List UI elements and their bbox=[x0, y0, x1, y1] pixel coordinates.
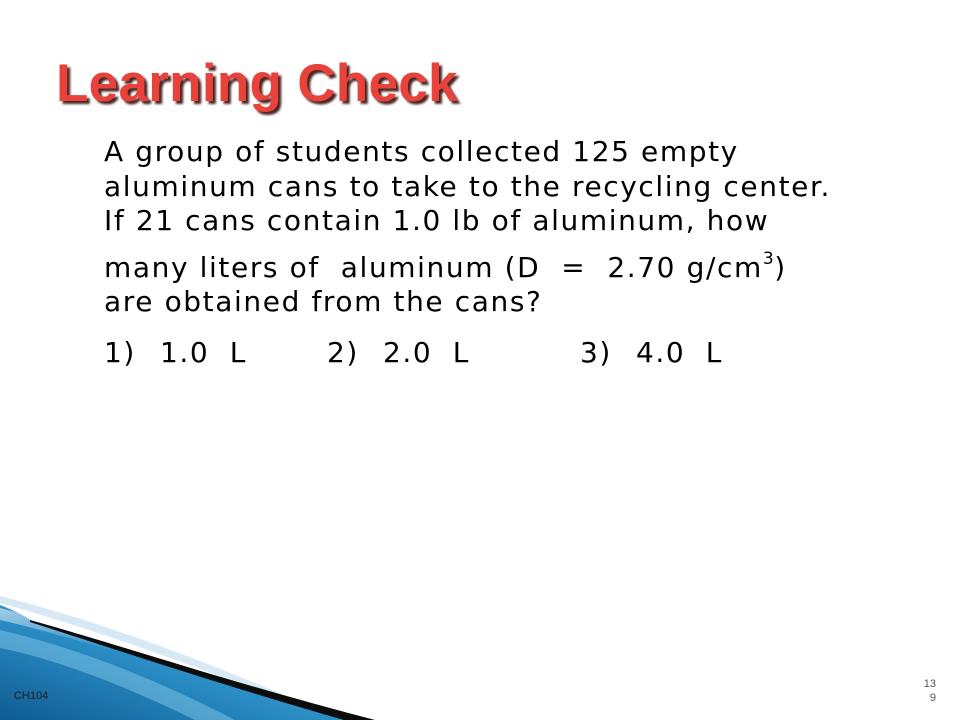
slide-title: Learning Check bbox=[56, 54, 458, 113]
closing-parenthesis: ) bbox=[774, 251, 787, 284]
choice-number: 1) bbox=[104, 336, 136, 369]
question-line-4-text: many liters of aluminum (D = 2.70 g/cm bbox=[104, 251, 763, 284]
question-line-4 bbox=[104, 251, 787, 285]
superscript-exponent: 3 bbox=[762, 249, 775, 269]
question-line-3: If 21 cans contain 1.0 lb of aluminum, how bbox=[104, 204, 770, 237]
answer-choice-1 bbox=[104, 336, 247, 370]
choice-number: 3) bbox=[580, 336, 612, 369]
choice-value: 1.0 L bbox=[159, 336, 247, 369]
question-line-2: aluminum cans to take to the recycling center. bbox=[104, 170, 832, 203]
course-code: CH104 bbox=[14, 690, 49, 702]
corner-wave-decoration bbox=[0, 590, 380, 720]
slide-number: 139 bbox=[923, 678, 936, 704]
question-line-1: A group of students collected 125 empty bbox=[104, 135, 739, 168]
choice-value: 4.0 L bbox=[635, 336, 723, 369]
answer-choice-3 bbox=[580, 336, 723, 370]
answer-choice-2 bbox=[327, 336, 470, 370]
question-line-5: are obtained from the cans? bbox=[104, 285, 543, 318]
choice-value: 2.0 L bbox=[382, 336, 470, 369]
choice-number: 2) bbox=[327, 336, 359, 369]
